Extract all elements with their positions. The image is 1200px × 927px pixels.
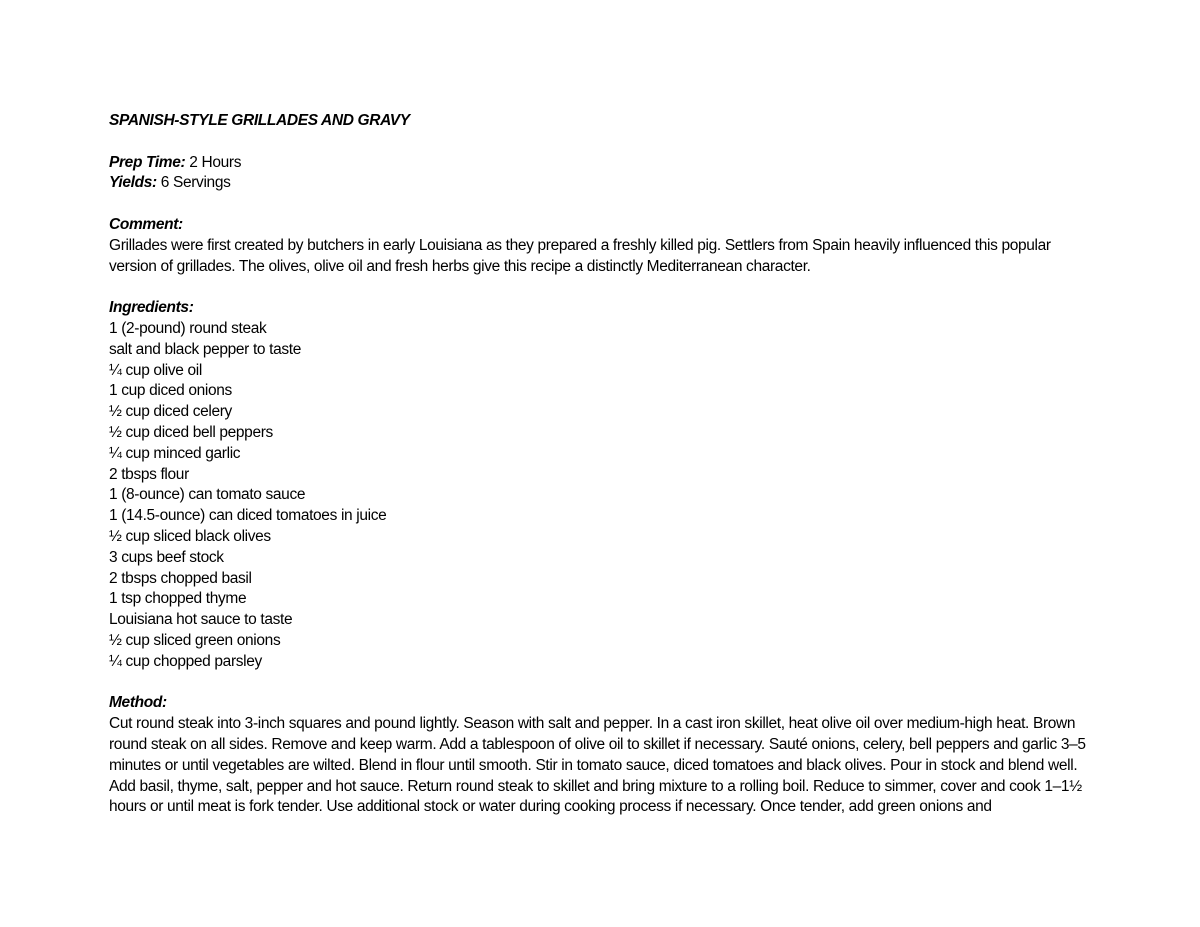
ingredient-item: ½ cup diced celery: [109, 403, 232, 421]
ingredient-item: 2 tbsps chopped basil: [109, 569, 252, 587]
ingredient-item: Louisiana hot sauce to taste: [109, 611, 293, 629]
comment-heading: Comment:: [109, 215, 183, 233]
yields-line: [109, 173, 1099, 194]
spacer: [109, 194, 1099, 215]
ingredient-item: ½ cup sliced black olives: [109, 527, 271, 545]
ingredient-item: 1 tsp chopped thyme: [109, 590, 247, 608]
ingredients-heading: Ingredients:: [109, 299, 194, 317]
method-heading: Method:: [109, 694, 167, 712]
method-text: Cut round steak into 3-inch squares and pound lightly. Season with salt and pepper. In a cast iron skillet, heat olive oil over medium-high heat. Brown round steak on all sides. Remove and keep warm. Add a tablespoon of olive oil to skillet if necessary. Sauté onions, celery, bell peppers and garlic 3–5 minutes or until vegetables are wilted. Blend in flour until smooth. Stir in tomato sauce, diced tomatoes and black olives. Pour in stock and blend well. Add basil, thyme, salt, pepper and hot sauce. Return round steak to skillet and bring mixture to a rolling boil. Reduce to simmer, cover and cook 1–1½ hours or until meat is fork tender. Use additional stock or water during cooking process if necessary. Once tender, add green onions and: [109, 715, 1086, 816]
ingredient-item: ¼ cup chopped parsley: [109, 652, 262, 670]
ingredient-item: 2 tbsps flour: [109, 465, 189, 483]
ingredient-item: 1 (14.5-ounce) can diced tomatoes in juice: [109, 507, 387, 525]
comment-text: Grillades were first created by butchers in early Louisiana as they prepared a freshly killed pig. Settlers from Spain heavily influenced this popular version of grillades. The olives, olive oil and fresh herbs give this recipe a distinctly Mediterranean character.: [109, 236, 1051, 275]
ingredients-list: [109, 319, 1099, 673]
spacer: [109, 277, 1099, 298]
ingredient-item: ½ cup sliced green onions: [109, 631, 281, 649]
ingredient-item: 1 cup diced onions: [109, 382, 232, 400]
recipe-title: SPANISH-STYLE GRILLADES AND GRAVY: [109, 112, 410, 129]
spacer: [109, 673, 1099, 694]
prep-time-line: [109, 153, 1099, 174]
prep-time-label: Prep Time:: [109, 153, 186, 171]
spacer: [109, 132, 1099, 153]
ingredient-item: 1 (8-ounce) can tomato sauce: [109, 486, 306, 504]
yields-label: Yields:: [109, 174, 157, 192]
ingredient-item: ¼ cup olive oil: [109, 361, 202, 379]
ingredient-item: 3 cups beef stock: [109, 548, 224, 566]
ingredient-item: ¼ cup minced garlic: [109, 444, 241, 462]
recipe-page: [109, 111, 1099, 818]
ingredient-item: salt and black pepper to taste: [109, 340, 301, 358]
ingredient-item: ½ cup diced bell peppers: [109, 423, 273, 441]
ingredient-item: 1 (2-pound) round steak: [109, 319, 267, 337]
yields-value: 6 Servings: [156, 174, 231, 192]
prep-time-value: 2 Hours: [185, 153, 242, 171]
